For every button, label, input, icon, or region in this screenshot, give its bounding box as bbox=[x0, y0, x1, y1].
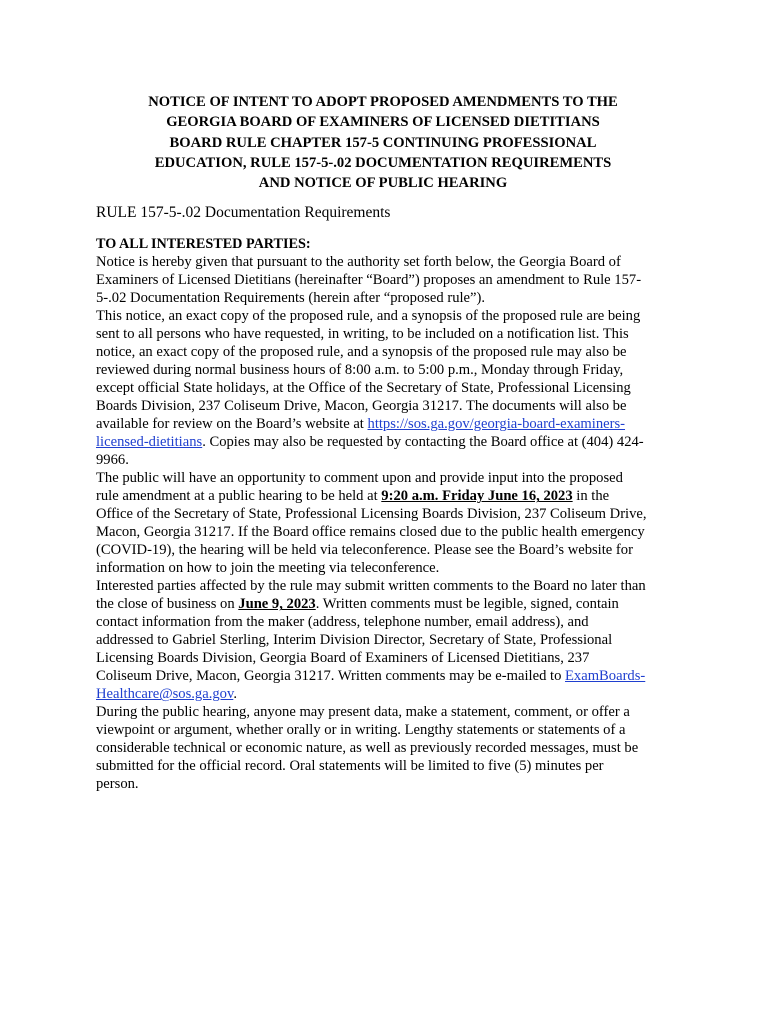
comment-deadline: June 9, 2023 bbox=[238, 596, 316, 613]
text-line: viewpoint or argument, whether orally or in writing. Lengthy statements or statements of a bbox=[96, 722, 626, 739]
board-website-link-continued[interactable]: licensed-dietitians bbox=[96, 434, 203, 451]
text-line: During the public hearing, anyone may present data, make a statement, comment, or offer a bbox=[96, 704, 630, 721]
text-line: addressed to Gabriel Sterling, Interim Division Director, Secretary of State, Professional bbox=[96, 632, 613, 649]
hearing-datetime: 9:20 a.m. Friday June 16, 2023 bbox=[381, 488, 573, 505]
paragraph-comments bbox=[96, 577, 670, 703]
text-line bbox=[96, 595, 670, 613]
text-segment: . Copies may also be requested by contacting the Board office at (404) 424- bbox=[202, 434, 644, 451]
text-line: Macon, Georgia 31217. If the Board office remains closed due to the public health emergency bbox=[96, 524, 645, 541]
paragraph-availability bbox=[96, 307, 670, 469]
text-segment: in the bbox=[572, 488, 610, 505]
text-line: Office of the Secretary of State, Professional Licensing Boards Division, 237 Coliseum Drive, bbox=[96, 506, 647, 523]
text-line: person. bbox=[96, 776, 139, 793]
text-line bbox=[96, 667, 670, 685]
text-segment: available for review on the Board’s website at bbox=[96, 416, 368, 433]
paragraph-public-hearing-conduct bbox=[96, 703, 670, 793]
text-line: submitted for the official record. Oral statements will be limited to five (5) minutes per bbox=[96, 758, 604, 775]
text-line bbox=[96, 685, 670, 703]
title-line: BOARD RULE CHAPTER 157-5 CONTINUING PROFESSIONAL bbox=[169, 134, 597, 151]
text-segment: the close of business on bbox=[96, 596, 239, 613]
text-line bbox=[96, 433, 670, 451]
text-line: Interested parties affected by the rule may submit written comments to the Board no later than bbox=[96, 578, 646, 595]
text-line: notice, an exact copy of the proposed rule, and a synopsis of the proposed rule may also be bbox=[96, 344, 627, 361]
text-line: The public will have an opportunity to comment upon and provide input into the proposed bbox=[96, 470, 623, 487]
text-line: This notice, an exact copy of the proposed rule, and a synopsis of the proposed rule are being bbox=[96, 308, 641, 325]
text-line: reviewed during normal business hours of 8:00 a.m. to 5:00 p.m., Monday through Friday, bbox=[96, 362, 624, 379]
text-line: Boards Division, 237 Coliseum Drive, Macon, Georgia 31217. The documents will also be bbox=[96, 398, 627, 415]
text-line bbox=[96, 415, 670, 433]
text-segment: rule amendment at a public hearing to be held at bbox=[96, 488, 382, 505]
salutation: TO ALL INTERESTED PARTIES: bbox=[96, 236, 311, 253]
text-line: contact information from the maker (address, telephone number, email address), and bbox=[96, 614, 589, 631]
text-line: 9966. bbox=[96, 452, 129, 469]
paragraph-hearing bbox=[96, 469, 670, 577]
title-line: NOTICE OF INTENT TO ADOPT PROPOSED AMENDMENTS TO THE bbox=[148, 94, 618, 110]
email-link-continued[interactable]: Healthcare@sos.ga.gov bbox=[96, 686, 234, 703]
text-segment: Coliseum Drive, Macon, Georgia 31217. Written comments may be e-mailed to bbox=[96, 668, 566, 685]
title-line: AND NOTICE OF PUBLIC HEARING bbox=[258, 175, 508, 192]
text-line: considerable technical or economic nature, as well as previously recorded messages, must be bbox=[96, 740, 639, 757]
text-line bbox=[96, 487, 670, 505]
title-line: EDUCATION, RULE 157-5-.02 DOCUMENTATION REQUIREMENTS bbox=[154, 154, 612, 171]
board-website-link[interactable]: https://sos.ga.gov/georgia-board-examiners- bbox=[367, 416, 626, 433]
email-link[interactable]: ExamBoards- bbox=[565, 668, 646, 685]
text-line: 5-.02 Documentation Requirements (herein after “proposed rule”). bbox=[96, 290, 486, 307]
notice-title bbox=[102, 92, 664, 193]
text-segment: . bbox=[233, 686, 237, 703]
text-line: sent to all persons who have requested, in writing, to be included on a notification list. This bbox=[96, 326, 629, 343]
text-line: Examiners of Licensed Dietitians (hereinafter “Board”) proposes an amendment to Rule 157- bbox=[96, 272, 642, 289]
text-line: information on how to join the meeting via teleconference. bbox=[96, 560, 440, 577]
text-line: Notice is hereby given that pursuant to the authority set forth below, the Georgia Board of bbox=[96, 254, 621, 271]
paragraph-notice bbox=[96, 253, 670, 307]
text-line: Licensing Boards Division, Georgia Board of Examiners of Licensed Dietitians, 237 bbox=[96, 650, 590, 667]
title-line: GEORGIA BOARD OF EXAMINERS OF LICENSED DIETITIANS bbox=[166, 114, 600, 131]
document-page bbox=[96, 92, 670, 793]
text-line: except official State holidays, at the Office of the Secretary of State, Professional Licensing bbox=[96, 380, 631, 397]
text-line: (COVID-19), the hearing will be held via teleconference. Please see the Board’s website for bbox=[96, 542, 633, 559]
rule-heading: RULE 157-5-.02 Documentation Requirements bbox=[96, 204, 391, 222]
text-segment: . Written comments must be legible, signed, contain bbox=[315, 596, 619, 613]
